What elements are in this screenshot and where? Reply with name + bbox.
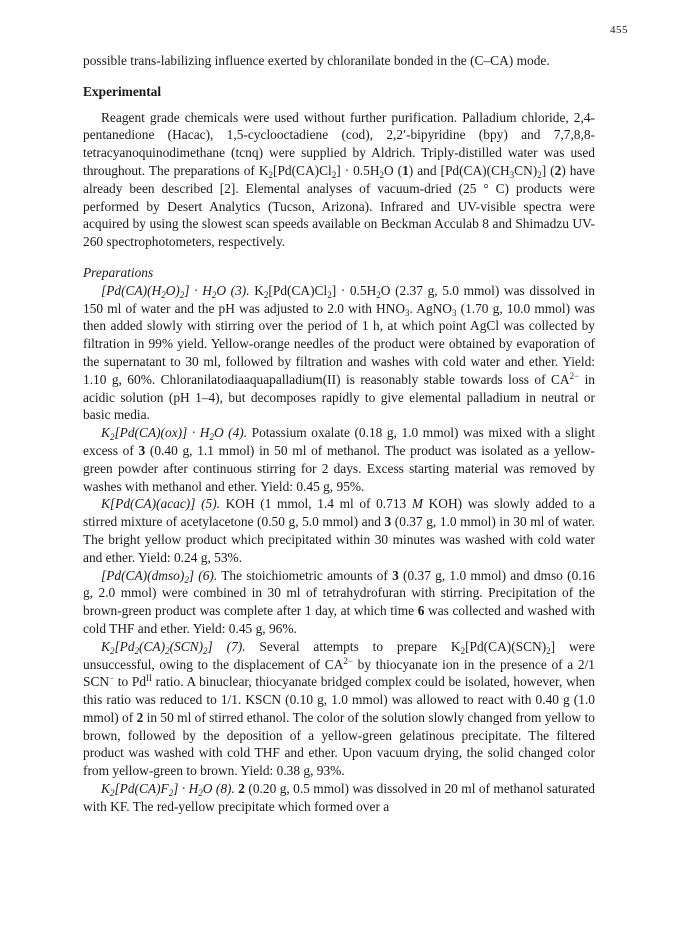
compound-8-title: $K_2[Pd(CA)F_2] \cdot H_2O$ (8). xyxy=(101,781,235,799)
compound-5-title: K[Pd(CA)(acac)] (5). xyxy=(101,496,221,512)
preparation-8: $K_2[Pd(CA)F_2] \cdot H_2O$ (8). 2 (0.20 g, 0.5 mmol) was dissolved in 20 ml of methanol saturated with KF. The red-yellow precipitate which formed over a xyxy=(83,781,595,814)
section-heading-preparations: Preparations xyxy=(83,264,154,280)
preparation-5: K[Pd(CA)(acac)] (5). KOH (1 mmol, 1.4 ml of 0.713 M KOH) was slowly added to a stirred mixture of acetylacetone (0.50 g, 5.0 mmol) and 3 (0.37 g, 1.0 mmol) in 30 ml of water. The bright yellow product which precipitated within 30 minutes was washed with cold water and ether. Yield: 0.24 g, 53%. xyxy=(83,496,596,565)
compound-3-title: $[Pd(CA)(H_2O)_2] \cdot H_2O$ (3). xyxy=(101,282,250,300)
text-body xyxy=(83,52,595,816)
intro-paragraph: possible trans-labilizing influence exerted by chloranilate bonded in the (C–CA) mode. xyxy=(83,53,550,68)
preparation-7: $K_2[Pd_2(CA)_2(SCN)_2]$ (7). Several attempts to prepare $K_2[Pd(CA)(SCN)_2]$ were unsuccessful, owing to the displacement of $CA^{2-}$ by thiocyanate ion in the presence of a 2/1 SCN− to $Pd^{II}$ ratio. A binuclear, thiocyanate bridged complex could be isolated, however, when this ratio was reduced to 1/1. KSCN (0.10 g, 1.0 mmol) was allowed to react with 0.40 g (1.0 mmol) of 2 in 50 ml of stirred ethanol. The color of the solution slowly changed from yellow to brown, followed by the deposition of a yellow-green gelatinous precipitate. The filtered product was washed with cold THF and ether. Upon vacuum drying, the solid changed color from yellow-green to brown. Yield: 0.38 g, 93%. xyxy=(83,638,596,779)
compound-6-title: $[Pd(CA)(dmso)_2]$ (6). xyxy=(101,567,218,585)
preparation-6: $[Pd(CA)(dmso)_2]$ (6). The stoichiometric amounts of 3 (0.37 g, 1.0 mmol) and dmso (0.16 g, 2.0 mmol) were combined in 30 ml of tetrahydrofuran with stirring. Precipitation of the brown-green product was complete after 1 day, at which time 6 was collected and washed with cold THF and ether. Yield: 0.45 g, 96%. xyxy=(83,567,595,636)
compound-4-title: $K_2[Pd(CA)(ox)] \cdot H_2O$ (4). xyxy=(101,425,248,443)
preparation-3: $[Pd(CA)(H_2O)_2] \cdot H_2O$ (3). $K_2[Pd(CA)Cl_2] \cdot 0.5H_2O$ (2.37 g, 5.0 mmol) was dissolved in 150 ml of water and the pH was adjusted to 2.0 with $HNO_3$. AgNO$_3$ (1.70 g, 10.0 mmol) was then added slowly with stirring over the period of 1 h, at which point AgCl was collected by filtration in 99% yield. Yellow-orange needles of the product were obtained by evaporation of the supernatant to 30 ml, followed by filtration and washes with cold water and ether. Yield: 1.10 g, 60%. Chloranilatodiaaquapalladium(II) is reasonably stable towards loss of $CA^{2-}$ in acidic solution (pH 1–4), but decomposes rapidly to give elemental palladium in neutral or basic media. xyxy=(83,282,595,423)
page-number: 455 xyxy=(610,24,628,36)
section-heading-experimental: Experimental xyxy=(83,83,162,99)
compound-7-title: $K_2[Pd_2(CA)_2(SCN)_2]$ (7). xyxy=(101,638,246,656)
experimental-paragraph: Reagent grade chemicals were used without further purification. Palladium chloride, 2,4-pentanedione (Hacac), 1,5-cyclooctadiene (cod), 2,2′-bipyridine (bpy) and 7,7,8,8-tetracyanoquinodimethane (tcnq) were supplied by Aldrich. Triply-distilled water was used throughout. The preparations of $K_2[Pd(CA)Cl_2] \cdot 0.5H_2O$ (1) and $[Pd(CA)(CH_3CN)_2]$ (2) have already been described [2]. Elemental analyses of vacuum-dried (25 ° C) products were performed by Desert Analytics (Tucson, Arizona). Infrared and UV-visible spectra were acquired by using the slowest scan speeds available on Beckman Acculab 8 and Shimadzu UV-260 spectrophotometers, respectively. xyxy=(83,109,595,250)
preparation-4: $K_2[Pd(CA)(ox)] \cdot H_2O$ (4). Potassium oxalate (0.18 g, 1.0 mmol) was mixed with a slight excess of 3 (0.40 g, 1.1 mmol) in 50 ml of methanol. The product was isolated as a yellow-green powder after continuous stirring for 2 days. Excess starting material was removed by washes with methanol and ether. Yield: 0.45 g, 95%. xyxy=(83,425,596,494)
